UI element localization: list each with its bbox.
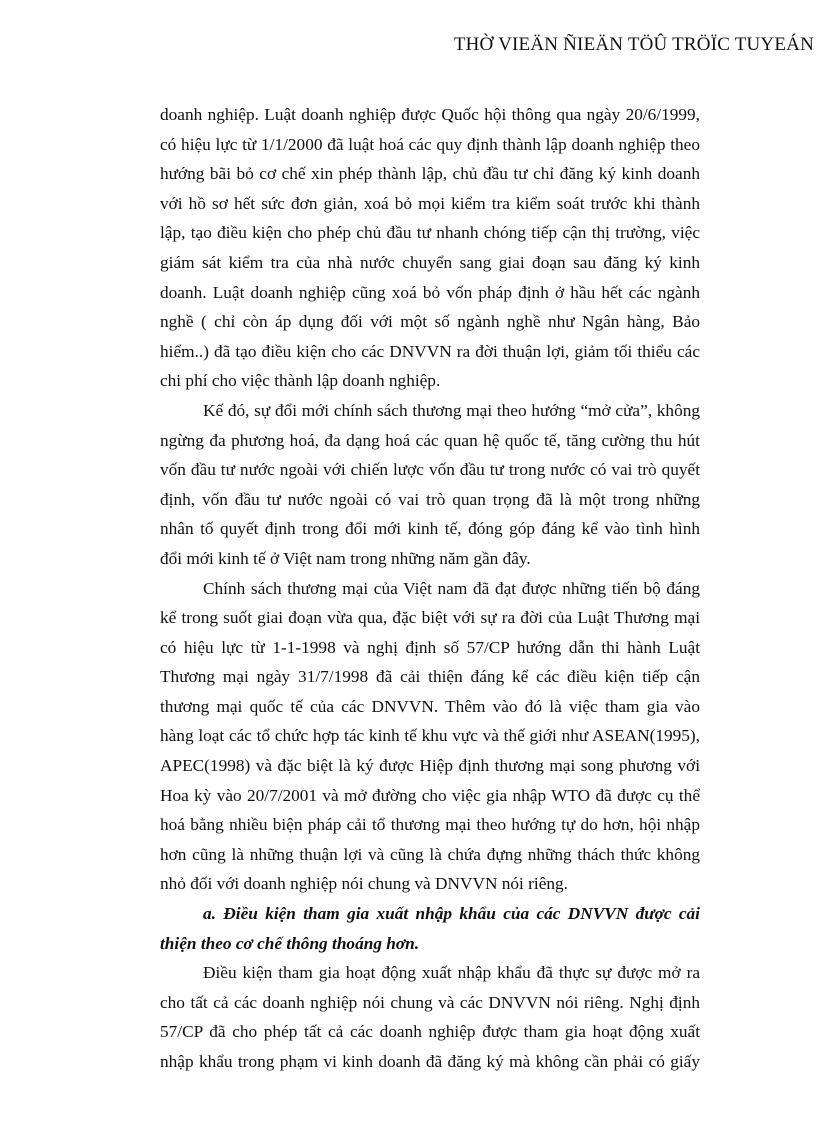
text-line: hướng bãi bỏ cơ chế xin phép thành lập, chủ đầu tư chỉ đăng ký kinh doanh xyxy=(160,164,700,184)
text-line: ngừng đa phương hoá, đa dạng hoá các quan hệ quốc tế, tăng cường thu hút xyxy=(160,430,700,450)
text-line: kể trong suốt giai đoạn vừa qua, đặc biệt với sự ra đời của Luật Thương mại xyxy=(160,608,700,628)
page-header-title: THỜ VIEÄN ÑIEÄN TÖÛ TRÖÏC TUYEÁN xyxy=(453,34,814,55)
text-line: lập, tạo điều kiện cho phép chủ đầu tư nhanh chóng tiếp cận thị trường, việc xyxy=(160,223,700,243)
text-line: Thương mại ngày 31/7/1998 đã cải thiện đáng kể các điều kiện tiếp cận xyxy=(160,667,700,687)
text-line: có hiệu lực từ 1/1/2000 đã luật hoá các quy định thành lập doanh nghiệp theo xyxy=(160,134,700,154)
text-line: hiểm..) đã tạo điều kiện cho các DNVVN ra đời thuận lợi, giảm tối thiểu các xyxy=(160,341,700,361)
section-heading xyxy=(160,899,700,958)
text-line: với hồ sơ hết sức đơn giản, xoá bỏ mọi kiểm tra kiểm soát trước khi thành xyxy=(160,193,700,213)
text-line: nghề ( chỉ còn áp dụng đối với một số ngành nghề như Ngân hàng, Bảo xyxy=(160,312,700,332)
text-line: nhỏ đối với doanh nghiệp nói chung và DNVVN nói riêng. xyxy=(160,874,568,894)
text-line: Điều kiện tham gia hoạt động xuất nhập khẩu đã thực sự được mở ra xyxy=(203,963,700,983)
text-line: doanh nghiệp. Luật doanh nghiệp được Quốc hội thông qua ngày 20/6/1999, xyxy=(160,105,700,124)
paragraph-3 xyxy=(160,574,700,900)
text-line: định, vốn đầu tư nước ngoài có vai trò quan trọng đã là một trong những xyxy=(160,489,700,509)
text-line: nhập khẩu trong phạm vi kinh doanh đã đăng ký mà không cần phải có giấy xyxy=(160,1052,700,1071)
text-line: thương mại quốc tế của các DNVVN. Thêm vào đó là việc tham gia vào xyxy=(160,696,700,716)
text-line: chi phí cho việc thành lập doanh nghiệp. xyxy=(160,371,441,391)
text-line: 57/CP đã cho phép tất cả các doanh nghiệp được tham gia hoạt động xuất xyxy=(160,1022,700,1042)
paragraph-5 xyxy=(160,958,700,1076)
text-line: APEC(1998) và đặc biệt là ký được Hiệp định thương mại song phương với xyxy=(160,756,700,776)
paragraph-2 xyxy=(160,396,700,574)
text-line: có hiệu lực từ 1-1-1998 và nghị định số 57/CP hướng dẫn thi hành Luật xyxy=(160,637,700,657)
text-line: vốn đầu tư nước ngoài với chiến lược vốn đầu tư trong nước có vai trò quyết xyxy=(160,460,700,480)
text-line: hoá bằng nhiều biện pháp cải tổ thương mại theo hướng tự do hơn, hội nhập xyxy=(160,815,700,835)
heading-line: thiện theo cơ chế thông thoáng hơn. xyxy=(160,933,420,953)
text-line: Hoa kỳ vào 20/7/2001 và mở đường cho việc gia nhập WTO đã được cụ thể xyxy=(160,785,700,805)
text-line: giám sát kiểm tra của nhà nước chuyển sang giai đoạn sau đăng ký kinh xyxy=(160,252,700,272)
paragraph-1 xyxy=(160,100,700,396)
text-line: hàng loạt các tổ chức hợp tác kinh tế khu vực và thế giới như ASEAN(1995), xyxy=(160,726,700,746)
text-line: Kế đó, sự đổi mới chính sách thương mại theo hướng “mở cửa”, không xyxy=(203,400,700,420)
heading-line: a. Điều kiện tham gia xuất nhập khẩu của các DNVVN được cải xyxy=(203,904,700,924)
text-line: doanh. Luật doanh nghiệp cũng xoá bỏ vốn pháp định ở hầu hết các ngành xyxy=(160,282,700,302)
document-body xyxy=(160,100,700,1077)
text-line: hơn cũng là những thuận lợi và cũng là chứa đựng những thách thức không xyxy=(160,844,700,864)
text-line: nhân tố quyết định trong đổi mới kinh tế, đóng góp đáng kể vào tình hình xyxy=(160,519,700,539)
text-line: Chính sách thương mại của Việt nam đã đạt được những tiến bộ đáng xyxy=(203,578,700,598)
text-line: cho tất cả các doanh nghiệp nói chung và các DNVVN nói riêng. Nghị định xyxy=(160,992,700,1012)
text-line: đổi mới kinh tế ở Việt nam trong những năm gần đây. xyxy=(160,548,531,568)
